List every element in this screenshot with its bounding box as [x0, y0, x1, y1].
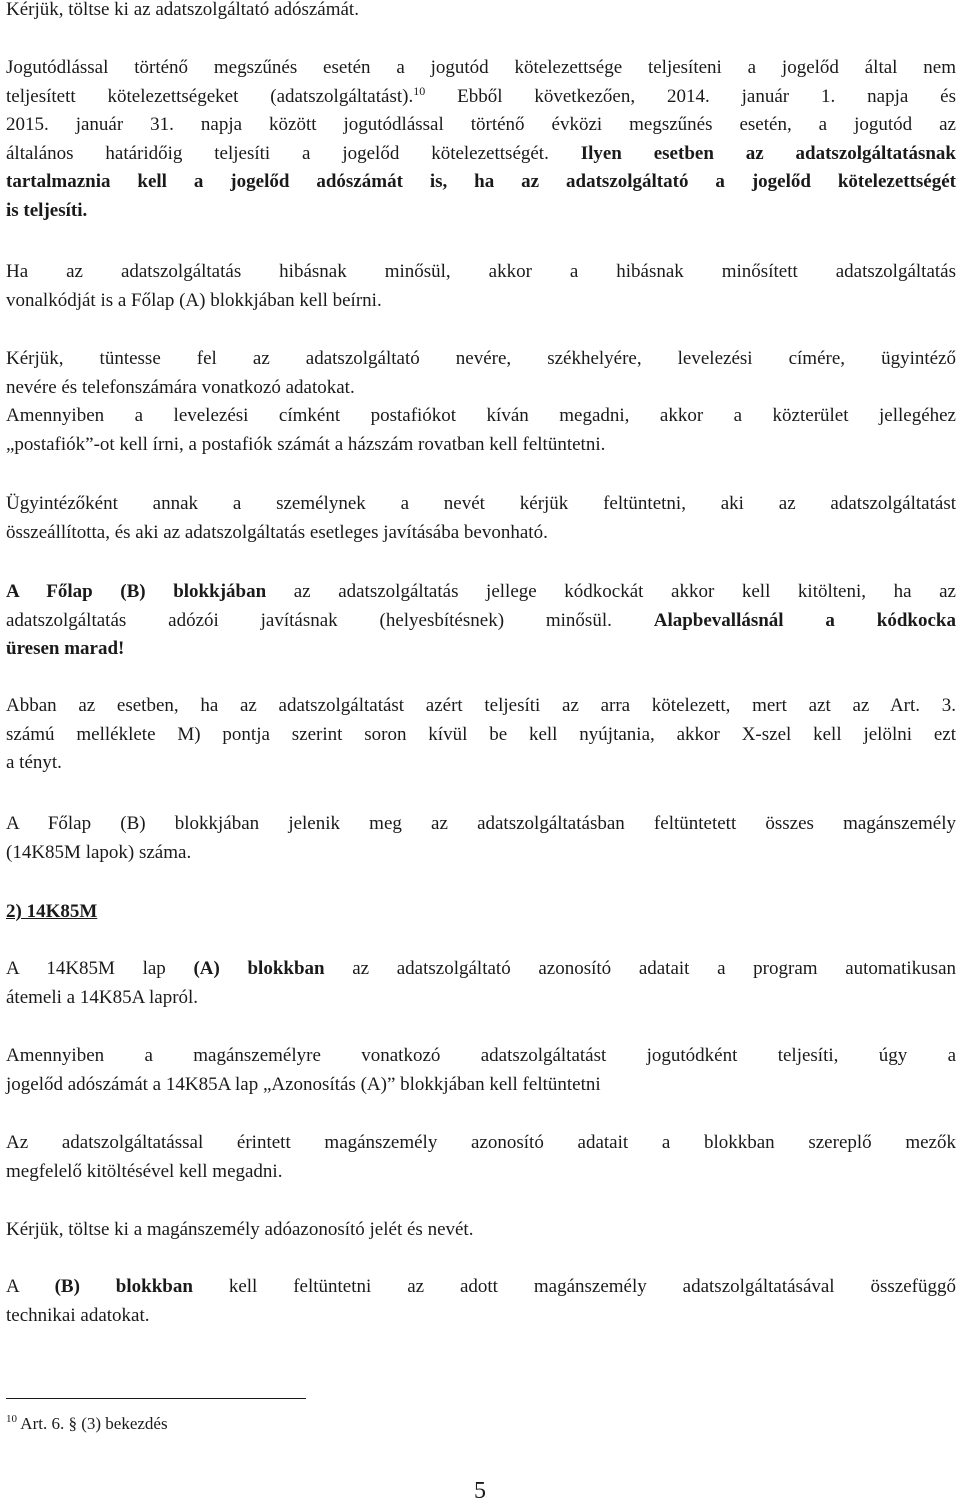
text-line: átemeli a 14K85A lapról. [6, 986, 199, 1008]
paragraph-jogutodkent [6, 1042, 956, 1099]
text-line: A 14K85M lap (A) blokkban az adatszolgáltató azonosító adatait a program automatikusan [6, 958, 956, 979]
text-line: számú melléklete M) pontja szerint soron kívül be kell nyújtania, akkor X-szel kell jelölni ezt [6, 723, 956, 745]
text-line: A Főlap (B) blokkjában jelenik meg az adatszolgáltatásban feltüntetett összes magánszemély [6, 813, 956, 834]
text-line: teljesített kötelezettségeket (adatszolgáltatást).$^{10}$ Ebből következően, 2014. január 1. napja és [6, 83, 956, 107]
paragraph-jogutodlas [6, 54, 956, 225]
footnote-ref: 10 [413, 83, 426, 98]
text-line: összeállította, és aki az adatszolgáltatás esetleges javításába bevonható. [6, 521, 548, 543]
section-heading [6, 898, 956, 927]
text-line: Abban az esetben, ha az adatszolgáltatást azért teljesíti az arra kötelezett, mert azt az Art. 3. [6, 695, 956, 716]
footnote [6, 1412, 168, 1436]
text-line: megfelelő kitöltésével kell megadni. [6, 1160, 283, 1182]
paragraph-adatszolgaltato-adatok [6, 345, 956, 459]
footnote-text: Art. 6. § (3) bekezdés [17, 1414, 168, 1433]
paragraph-maganszemelyek-szama [6, 810, 956, 867]
text-line: nevére és telefonszámára vonatkozó adatokat. [6, 376, 355, 398]
text-line: tartalmaznia kell a jogelőd adószámát is, ha az adatszolgáltató a jogelőd kötelezettségét [6, 171, 956, 192]
text-line: Jogutódlással történő megszűnés esetén a jogutód kötelezettsége teljesíteni a jogelőd által nem [6, 57, 956, 78]
text-line: „postafiók”-ot kell írni, a postafiók számát a házszám rovatban kell feltüntetni. [6, 433, 606, 455]
paragraph-azonosito-adatok [6, 1129, 956, 1186]
text-line: adatszolgáltatás adózói javításnak (helyesbítésnek) minősül. Alapbevallásnál a kódkocka [6, 609, 956, 631]
paragraph-b-blokk [6, 1273, 956, 1330]
text-line: Kérjük, töltse ki a magánszemély adóazonosító jelét és nevét. [6, 1219, 474, 1240]
text-line: Ha az adatszolgáltatás hibásnak minősül, akkor a hibásnak minősített adatszolgáltatás [6, 261, 956, 282]
text-line: Kérjük, tüntesse fel az adatszolgáltató nevére, székhelyére, levelezési címére, ügyintéző [6, 348, 956, 369]
text-line: vonalkódját is a Főlap (A) blokkjában kell beírni. [6, 289, 382, 311]
text-line: Ügyintézőként annak a személynek a nevét kérjük feltüntetni, aki az adatszolgáltatást [6, 493, 956, 514]
paragraph-soron-kivul [6, 692, 956, 778]
paragraph-folap-b [6, 578, 956, 664]
paragraph-ugyintezo [6, 490, 956, 547]
text-line: Az adatszolgáltatással érintett magánszemély azonosító adatait a blokkban szereplő mezők [6, 1132, 956, 1153]
page-number: 5 [474, 1478, 486, 1504]
text-line: üresen marad! [6, 638, 125, 659]
text-line: technikai adatokat. [6, 1304, 150, 1326]
text-line: Amennyiben a levelezési címként postafiókot kíván megadni, akkor a közterület jellegéhez [6, 405, 956, 426]
text-line: is teljesíti. [6, 199, 88, 221]
text-line: (14K85M lapok) száma. [6, 841, 192, 863]
text-line: általános határidőig teljesíti a jogelőd kötelezettségét. Ilyen esetben az adatszolgáltatásnak [6, 142, 956, 164]
text-line: Kérjük, töltse ki az adatszolgáltató adószámát. [6, 0, 359, 20]
text-line: jogelőd adószámát a 14K85A lap „Azonosítás (A)” blokkjában kell feltüntetni [6, 1073, 601, 1095]
footnote-divider [6, 1398, 306, 1399]
text-line: Amennyiben a magánszemélyre vonatkozó adatszolgáltatást jogutódként teljesíti, úgy a [6, 1045, 956, 1066]
footnote-number: 10 [6, 1413, 17, 1425]
paragraph-14k85m-a-blokk [6, 955, 956, 1012]
section-title: 2) 14K85M [6, 901, 98, 922]
paragraph-adoazonosito [6, 1216, 956, 1245]
paragraph-adoszam [6, 0, 956, 25]
text-line: A Főlap (B) blokkjában az adatszolgáltatás jellege kódkockát akkor kell kitölteni, ha az [6, 581, 956, 602]
text-line: a tényt. [6, 752, 62, 773]
text-line: A (B) blokkban kell feltüntetni az adott magánszemély adatszolgáltatásával összefüggő [6, 1276, 956, 1297]
text-line: 2015. január 31. napja között jogutódlással történő évközi megszűnés esetén, a jogutód az [6, 114, 956, 135]
paragraph-hibas [6, 258, 956, 315]
